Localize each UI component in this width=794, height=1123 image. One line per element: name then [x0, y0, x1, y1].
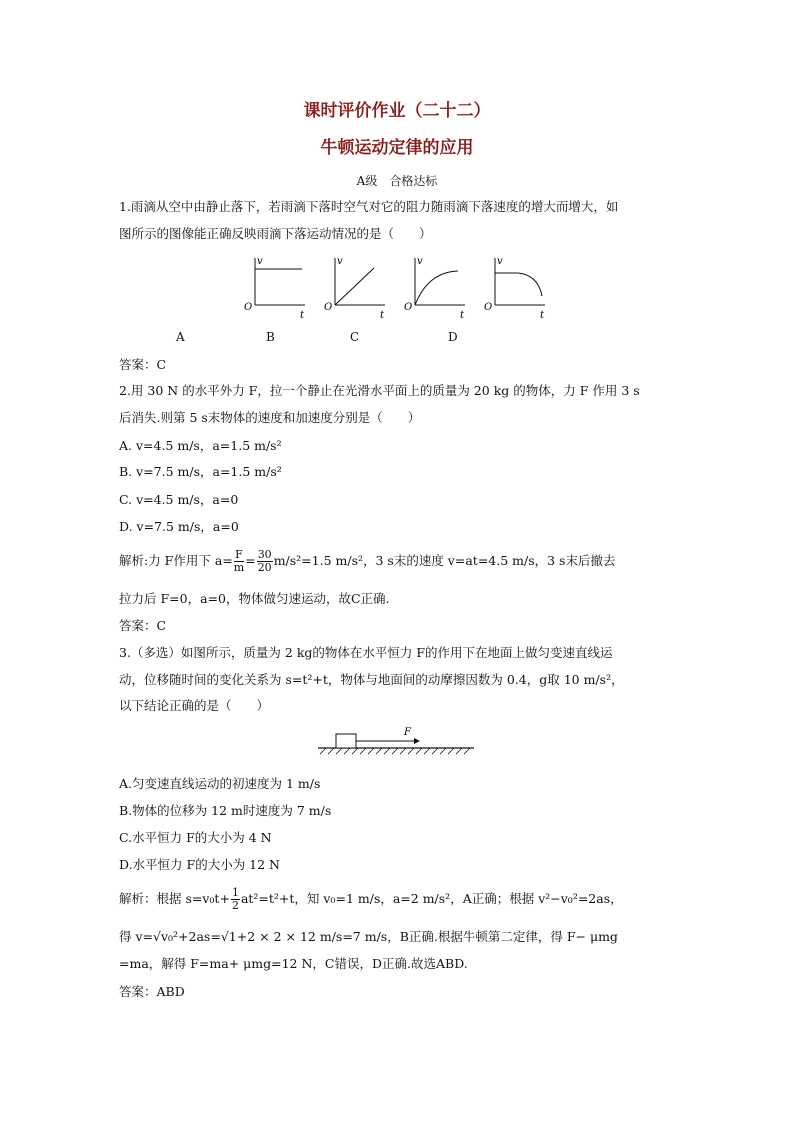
- graph-c-origin: O: [404, 302, 413, 313]
- page-subtitle: 牛顿运动定律的应用: [320, 138, 474, 158]
- graph-b-origin: O: [324, 302, 333, 313]
- q2-equals: =: [245, 553, 256, 568]
- graph-label-c: C: [350, 330, 360, 344]
- q2-option-a: A. v=4.5 m/s，a=1.5 m/s²: [119, 438, 282, 453]
- q2-option-d: D. v=7.5 m/s，a=0: [119, 519, 239, 534]
- q3-stem-line3: 以下结论正确的是（ ）: [119, 698, 270, 713]
- q3-option-d: D.水平恒力 F的大小为 12 N: [119, 857, 280, 872]
- graph-d-v-label: v: [497, 256, 503, 267]
- graph-label-b: B: [266, 330, 275, 344]
- q2-analysis-prefix: 解析:力 F作用下 a=: [119, 553, 233, 568]
- force-label: F: [404, 727, 411, 738]
- graph-b: [324, 256, 385, 321]
- q2-stem-line2: 后消失.则第 5 s末物体的速度和加速度分别是（ ）: [119, 410, 421, 425]
- block: [336, 734, 356, 748]
- graph-d: [484, 256, 545, 321]
- graph-d-t-label: t: [540, 310, 545, 321]
- q1-graphs-figure: [230, 250, 560, 322]
- graph-c-v-label: v: [417, 256, 423, 267]
- graph-d-origin: O: [484, 302, 493, 313]
- q2-stem-line1: 2.用 30 N 的水平外力 F，拉一个静止在光滑水平面上的质量为 20 kg 的物体，力 F 作用 3 s: [119, 383, 640, 398]
- q1-stem-line1: 1.雨滴从空中由静止落下，若雨滴下落时空气对它的阻力随雨滴下落速度的增大而增大，如: [119, 199, 619, 214]
- graph-c: [404, 256, 465, 321]
- q2-answer: 答案：C: [119, 618, 167, 633]
- q2-option-c: C. v=4.5 m/s，a=0: [119, 492, 239, 507]
- q2-analysis-line2: 拉力后 F=0，a=0，物体做匀速运动，故C正确.: [119, 591, 390, 606]
- q3-block-force-figure: [314, 726, 480, 766]
- q3-stem-line1: 3.（多选）如图所示，质量为 2 kg的物体在水平恒力 F的作用下在地面上做匀变速直线运: [119, 645, 613, 660]
- graph-label-d: D: [448, 330, 458, 344]
- q3-answer: 答案：ABD: [119, 984, 185, 999]
- graph-label-a: A: [176, 330, 185, 344]
- q2-option-b: B. v=7.5 m/s，a=1.5 m/s²: [119, 464, 282, 479]
- q2-fraction-f-over-m: $\frac{F}{m}$: [233, 548, 245, 574]
- q3-option-a: A.匀变速直线运动的初速度为 1 m/s: [119, 776, 321, 791]
- q1-answer: 答案：C: [119, 357, 167, 372]
- page-title: 课时评价作业（二十二）: [303, 101, 491, 121]
- q3-analysis-line2: 得 v=√v₀²+2as=√1+2 × 2 × 12 m/s=7 m/s，B正确.根据牛顿第二定律，得 F− μmg: [119, 929, 618, 944]
- q1-stem-line2: 图所示的图像能正确反映雨滴下落运动情况的是（ ）: [119, 226, 432, 241]
- graph-a: [244, 256, 305, 321]
- graph-c-t-label: t: [460, 310, 465, 321]
- q2-analysis-mid: m/s²=1.5 m/s²，3 s末的速度 v=at=4.5 m/s，3 s末后撤去: [273, 553, 616, 568]
- q3-analysis-b: at²=t²+t，知 v₀=1 m/s，a=2 m/s²，A正确；根据 v²−v₀²=2as，: [240, 891, 623, 906]
- graph-b-v-label: v: [337, 256, 343, 267]
- q3-option-c: C.水平恒力 F的大小为 4 N: [119, 830, 272, 845]
- q3-analysis-line1: [119, 886, 623, 912]
- graph-a-origin: O: [244, 302, 253, 313]
- q3-analysis-line3: =ma，解得 F=ma+ μmg=12 N，C错误，D正确.故选ABD.: [119, 956, 468, 971]
- level-heading: A级 合格达标: [356, 174, 438, 188]
- q3-fraction-half: $\frac{1}{2}$: [231, 886, 239, 912]
- q2-fraction-30-over-20: $\frac{30}{20}$: [257, 548, 272, 574]
- graph-a-t-label: t: [300, 310, 305, 321]
- graph-a-v-label: v: [257, 256, 263, 267]
- q2-analysis-line1: [119, 548, 615, 574]
- graph-b-t-label: t: [380, 310, 385, 321]
- q3-stem-line2: 动，位移随时间的变化关系为 s=t²+t，物体与地面间的动摩擦因数为 0.4，g取 10 m/s²，: [119, 672, 624, 687]
- force-arrow-icon: [414, 738, 420, 744]
- q3-option-b: B.物体的位移为 12 m时速度为 7 m/s: [119, 803, 332, 818]
- q3-analysis-a: 解析：根据 s=v₀t+: [119, 891, 230, 906]
